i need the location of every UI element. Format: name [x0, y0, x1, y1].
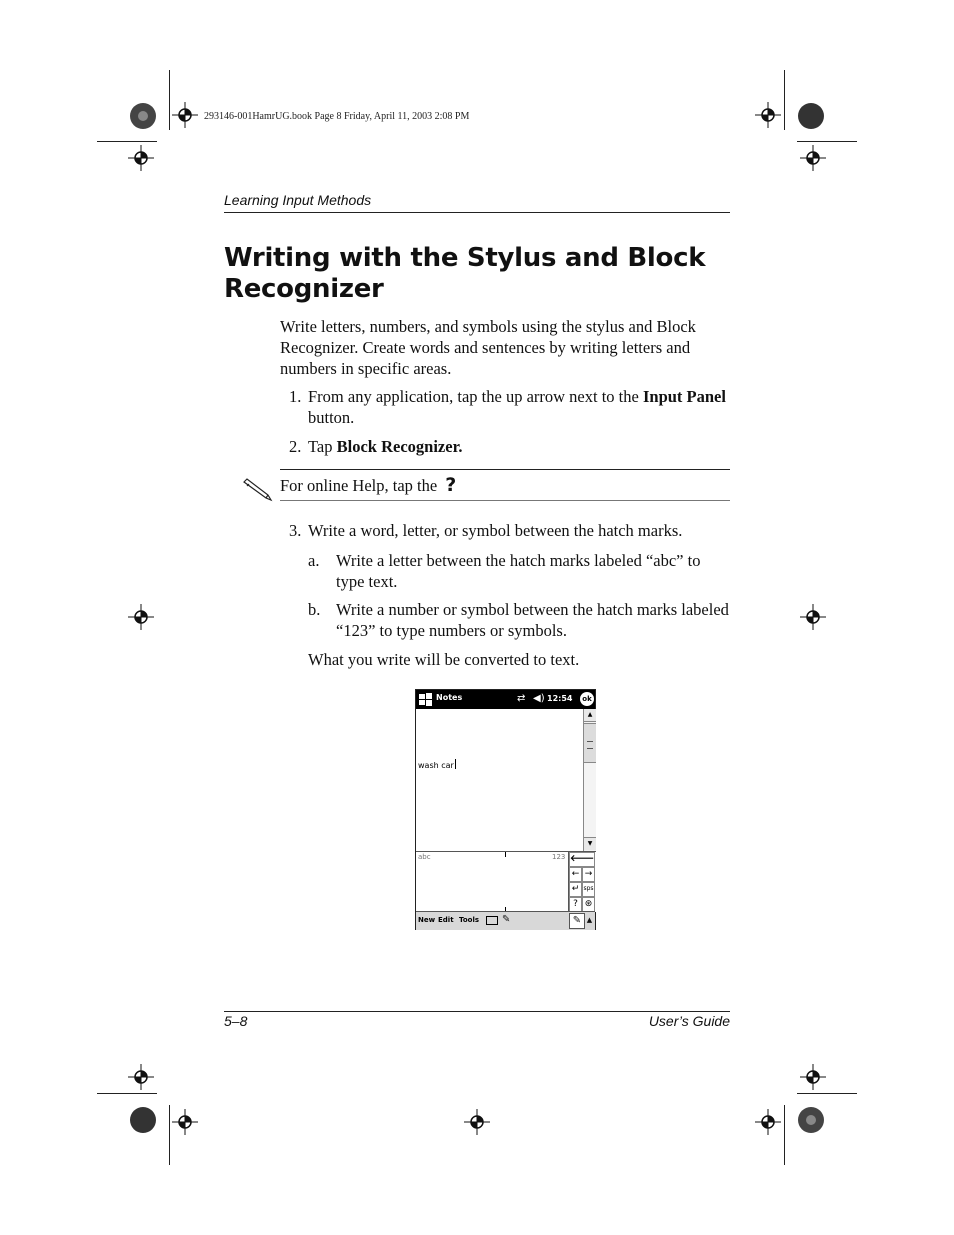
- header-rule: [224, 212, 730, 213]
- registration-mark-icon: [172, 1109, 198, 1135]
- recognizer-keypad: [568, 851, 596, 912]
- running-head: Learning Input Methods: [224, 192, 372, 208]
- pda-screenshot: [415, 689, 596, 930]
- color-bar-mark-icon: [797, 1106, 825, 1134]
- registration-mark-icon: [128, 145, 154, 171]
- note-canvas[interactable]: [416, 709, 583, 851]
- registration-mark-icon: [800, 145, 826, 171]
- pda-title-bar: [416, 690, 595, 709]
- print-slug: 293146-001HamrUG.book Page 8 Friday, April 11, 2003 2:08 PM: [204, 111, 470, 122]
- step-number: 3.: [289, 521, 302, 540]
- color-bar-mark-icon: [129, 1106, 157, 1134]
- registration-mark-icon: [755, 102, 781, 128]
- note-line: [418, 759, 456, 770]
- hatch-mark: [505, 852, 506, 857]
- substep-item: [308, 599, 730, 641]
- registration-mark-icon: [172, 102, 198, 128]
- scroll-up-icon[interactable]: ▲: [584, 709, 596, 722]
- substep-item: [308, 550, 730, 592]
- pda-menu-bar: [416, 911, 595, 930]
- result-text: What you write will be converted to text.: [308, 650, 580, 669]
- substep-letter: a.: [308, 551, 320, 570]
- footer-title: User’s Guide: [648, 1013, 730, 1029]
- menu-tools[interactable]: Tools: [459, 916, 480, 924]
- pda-app-title: Notes: [436, 693, 463, 702]
- step-text-bold: Input Panel: [642, 387, 726, 406]
- registration-mark-icon: [800, 604, 826, 630]
- step-number: 2.: [289, 437, 302, 456]
- step-number: 1.: [289, 387, 302, 406]
- intro-paragraph: Write letters, numbers, and symbols using the stylus and Block Recognizer. Create words and sentences by writing letters and numbers in specific areas.: [280, 317, 696, 378]
- left-arrow-key[interactable]: ←: [569, 867, 582, 882]
- help-key[interactable]: ?: [569, 897, 582, 912]
- keyboard-icon[interactable]: [486, 916, 498, 925]
- note-rule: [280, 469, 730, 470]
- color-bar-mark-icon: [129, 102, 157, 130]
- registration-mark-icon: [800, 1064, 826, 1090]
- windows-flag-icon[interactable]: [418, 692, 433, 707]
- block-recognizer-writing-area[interactable]: [416, 851, 568, 912]
- step-text: [308, 436, 728, 457]
- note-content: wash car: [418, 761, 454, 770]
- step-text-pre: Tap: [308, 437, 337, 456]
- step-text: [308, 386, 728, 428]
- enter-key[interactable]: ↵: [569, 882, 582, 897]
- substep-text: Write a letter between the hatch marks labeled “abc” to type text.: [336, 551, 701, 591]
- speaker-icon[interactable]: ◀): [533, 693, 545, 704]
- page-number: 5–8: [224, 1013, 248, 1029]
- crop-mark: [169, 70, 170, 130]
- note-text: [280, 475, 456, 496]
- step-text-bold: Block Recognizer.: [336, 437, 463, 456]
- note-rule: [280, 500, 730, 501]
- page-title: Writing with the Stylus and Block Recognizer: [224, 243, 706, 304]
- special-key[interactable]: ⊛: [582, 897, 595, 912]
- note-pencil-icon: [240, 478, 276, 504]
- menu-new[interactable]: New: [418, 916, 436, 924]
- connectivity-icon[interactable]: ⇄: [517, 693, 526, 704]
- color-bar-mark-icon: [797, 102, 825, 130]
- registration-mark-icon: [128, 1064, 154, 1090]
- step-text: Write a word, letter, or symbol between the hatch marks.: [308, 521, 683, 540]
- backspace-key[interactable]: 🡐: [569, 852, 595, 867]
- crop-mark: [97, 141, 157, 142]
- crop-mark: [784, 70, 785, 130]
- pda-clock[interactable]: 12:54: [547, 694, 573, 703]
- footer-rule: [224, 1011, 730, 1012]
- space-key[interactable]: sps: [582, 882, 595, 897]
- ok-button[interactable]: ok: [580, 692, 594, 706]
- menu-edit[interactable]: Edit: [438, 916, 454, 924]
- crop-mark: [169, 1105, 170, 1165]
- step-text-pre: From any application, tap the up arrow next to the: [308, 387, 643, 406]
- crop-mark: [797, 141, 857, 142]
- grip-icon: [587, 741, 593, 749]
- vertical-scrollbar[interactable]: [583, 709, 596, 851]
- note-text-label: For online Help, tap the: [280, 476, 438, 495]
- registration-mark-icon: [464, 1109, 490, 1135]
- registration-mark-icon: [755, 1109, 781, 1135]
- right-arrow-key[interactable]: →: [582, 867, 595, 882]
- scroll-thumb[interactable]: [584, 723, 596, 763]
- input-panel-button[interactable]: ✎: [569, 913, 585, 929]
- scroll-down-icon[interactable]: ▼: [584, 837, 596, 850]
- step-text-post: button.: [308, 408, 355, 427]
- help-icon: ?: [445, 474, 457, 496]
- abc-area-label: abc: [418, 853, 431, 861]
- pen-icon[interactable]: ✎: [502, 914, 511, 925]
- crop-mark: [784, 1105, 785, 1165]
- crop-mark: [797, 1093, 857, 1094]
- substep-text: Write a number or symbol between the hatch marks labeled “123” to type numbers or symbols.: [336, 600, 729, 640]
- text-cursor: [455, 759, 456, 769]
- crop-mark: [97, 1093, 157, 1094]
- number-area-label: 123: [552, 853, 566, 861]
- substep-letter: b.: [308, 600, 321, 619]
- registration-mark-icon: [128, 604, 154, 630]
- input-panel-up-arrow-icon[interactable]: ▲: [586, 916, 593, 924]
